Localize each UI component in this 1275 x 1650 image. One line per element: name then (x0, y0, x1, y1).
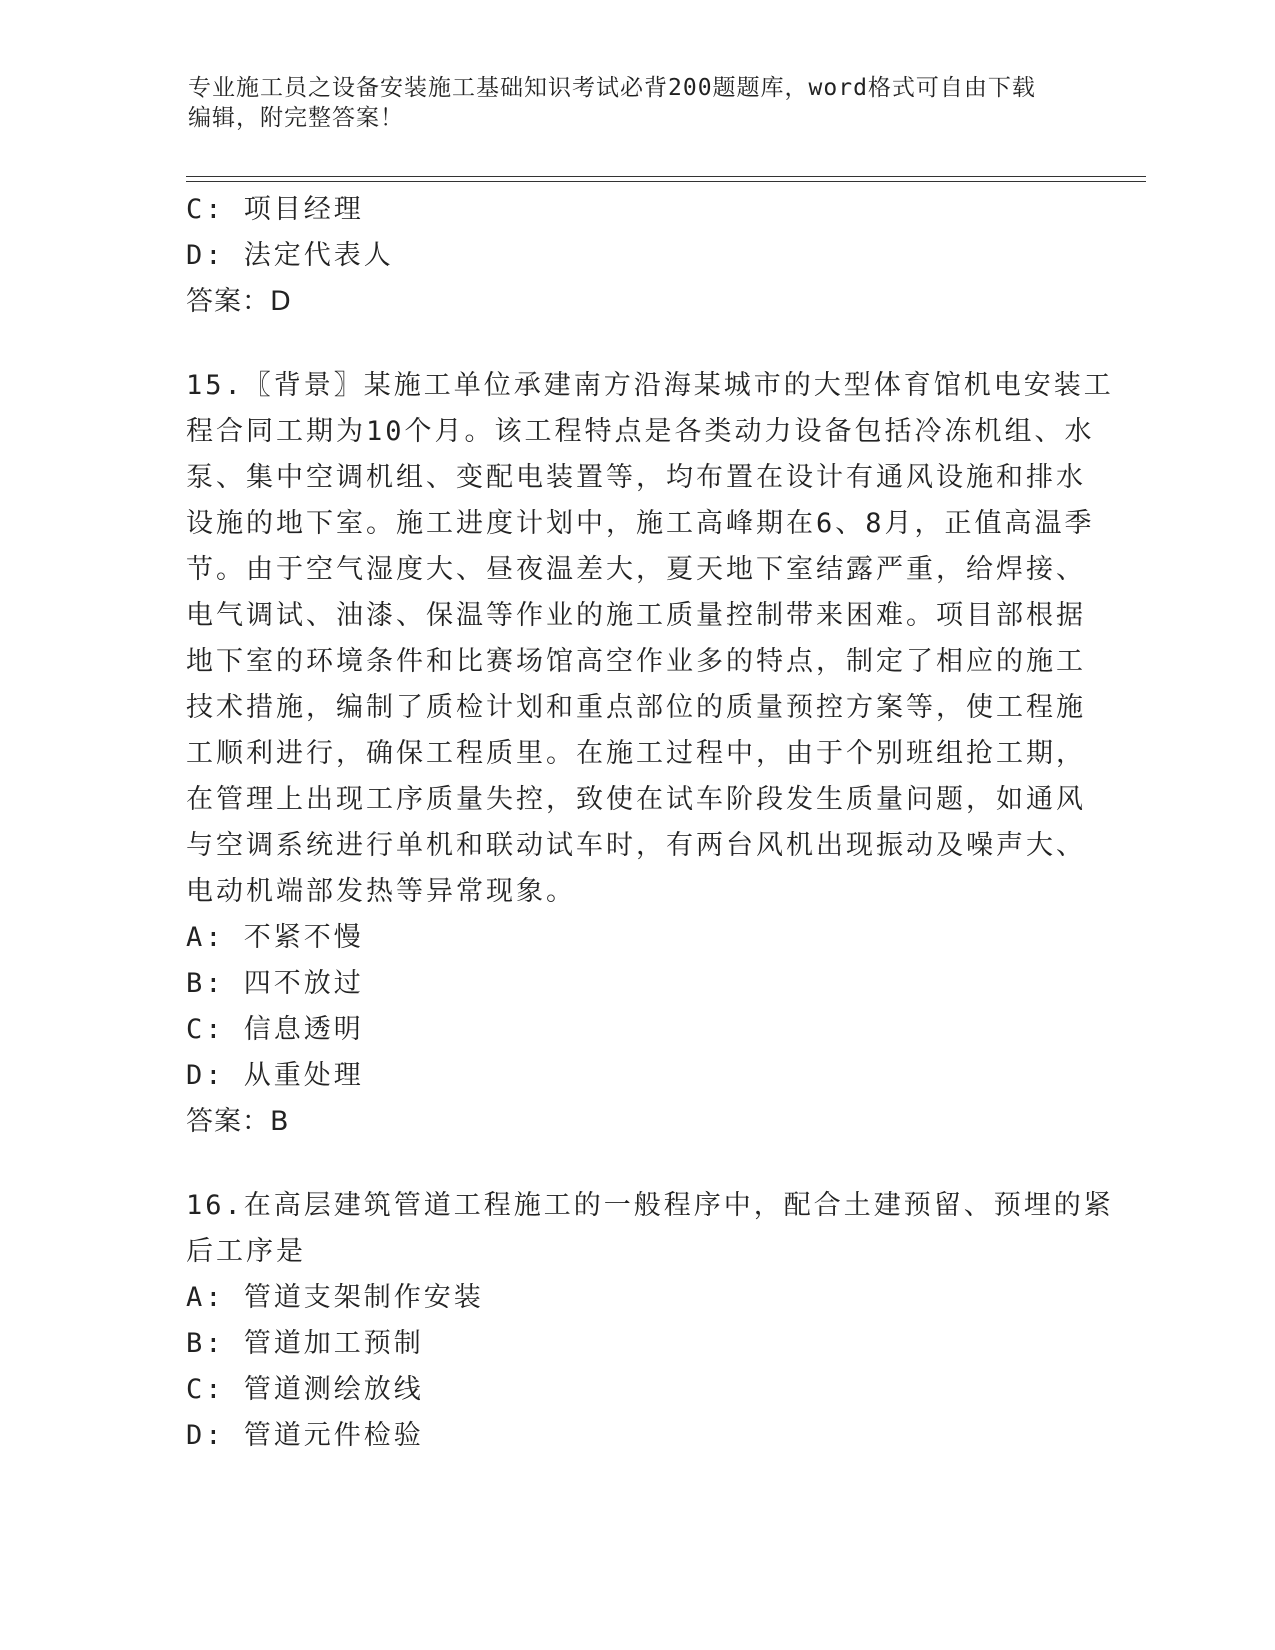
question-text-line: 电动机端部发热等异常现象。 (186, 876, 576, 907)
question-16 (186, 1183, 1114, 1459)
option-d: D: 从重处理 (186, 1060, 364, 1091)
option-b: B: 管道加工预制 (186, 1328, 424, 1359)
question-text-line: 设施的地下室。施工进度计划中，施工高峰期在6、8月，正值高温季 (186, 508, 1095, 539)
question-15 (186, 363, 1114, 1145)
option-c: C: 管道测绘放线 (186, 1374, 424, 1405)
option-a: A: 不紧不慢 (186, 922, 364, 953)
document-header (188, 73, 1068, 133)
question-text-line: 后工序是 (186, 1236, 306, 1267)
option-d: D: 管道元件检验 (186, 1420, 424, 1451)
option-a: A: 管道支架制作安装 (186, 1282, 484, 1313)
option-c: C: 信息透明 (186, 1014, 364, 1045)
question-text-line: 技术措施，编制了质检计划和重点部位的质量预控方案等，使工程施 (186, 692, 1086, 723)
question-text-line: 工顺利进行，确保工程质里。在施工过程中，由于个别班组抢工期， (186, 738, 1086, 769)
question-text-line: 地下室的环境条件和比赛场馆高空作业多的特点，制定了相应的施工 (186, 646, 1086, 677)
answer-line: 答案：B (186, 1106, 290, 1137)
question-text-line: 在管理上出现工序质量失控，致使在试车阶段发生质量问题，如通风 (186, 784, 1086, 815)
question-text-line: 泵、集中空调机组、变配电装置等，均布置在设计有通风设施和排水 (186, 462, 1086, 493)
question-text-line: 15.〖背景〗某施工单位承建南方沿海某城市的大型体育馆机电安装工 (186, 370, 1114, 401)
question-text-line: 程合同工期为10个月。该工程特点是各类动力设备包括冷冻机组、水 (186, 416, 1095, 447)
document-body (186, 187, 1114, 1459)
header-divider-top (186, 176, 1146, 177)
header-title-line-2: 编辑，附完整答案！ (188, 105, 404, 131)
option-d: D: 法定代表人 (186, 240, 394, 271)
option-b: B: 四不放过 (186, 968, 364, 999)
question-text-line: 节。由于空气湿度大、昼夜温差大，夏天地下室结露严重，给焊接、 (186, 554, 1086, 585)
answer-line: 答案：D (186, 286, 292, 317)
question-text-line: 16.在高层建筑管道工程施工的一般程序中，配合土建预留、预埋的紧 (186, 1190, 1114, 1221)
header-divider-bottom (186, 181, 1146, 182)
spacer (186, 1145, 1086, 1183)
question-14-tail (186, 187, 1086, 325)
spacer (186, 325, 1086, 363)
question-text-line: 电气调试、油漆、保温等作业的施工质量控制带来困难。项目部根据 (186, 600, 1086, 631)
header-title-line-1: 专业施工员之设备安装施工基础知识考试必背200题题库，word格式可自由下载 (188, 75, 1036, 101)
option-c: C: 项目经理 (186, 194, 364, 225)
question-text-line: 与空调系统进行单机和联动试车时，有两台风机出现振动及噪声大、 (186, 830, 1086, 861)
